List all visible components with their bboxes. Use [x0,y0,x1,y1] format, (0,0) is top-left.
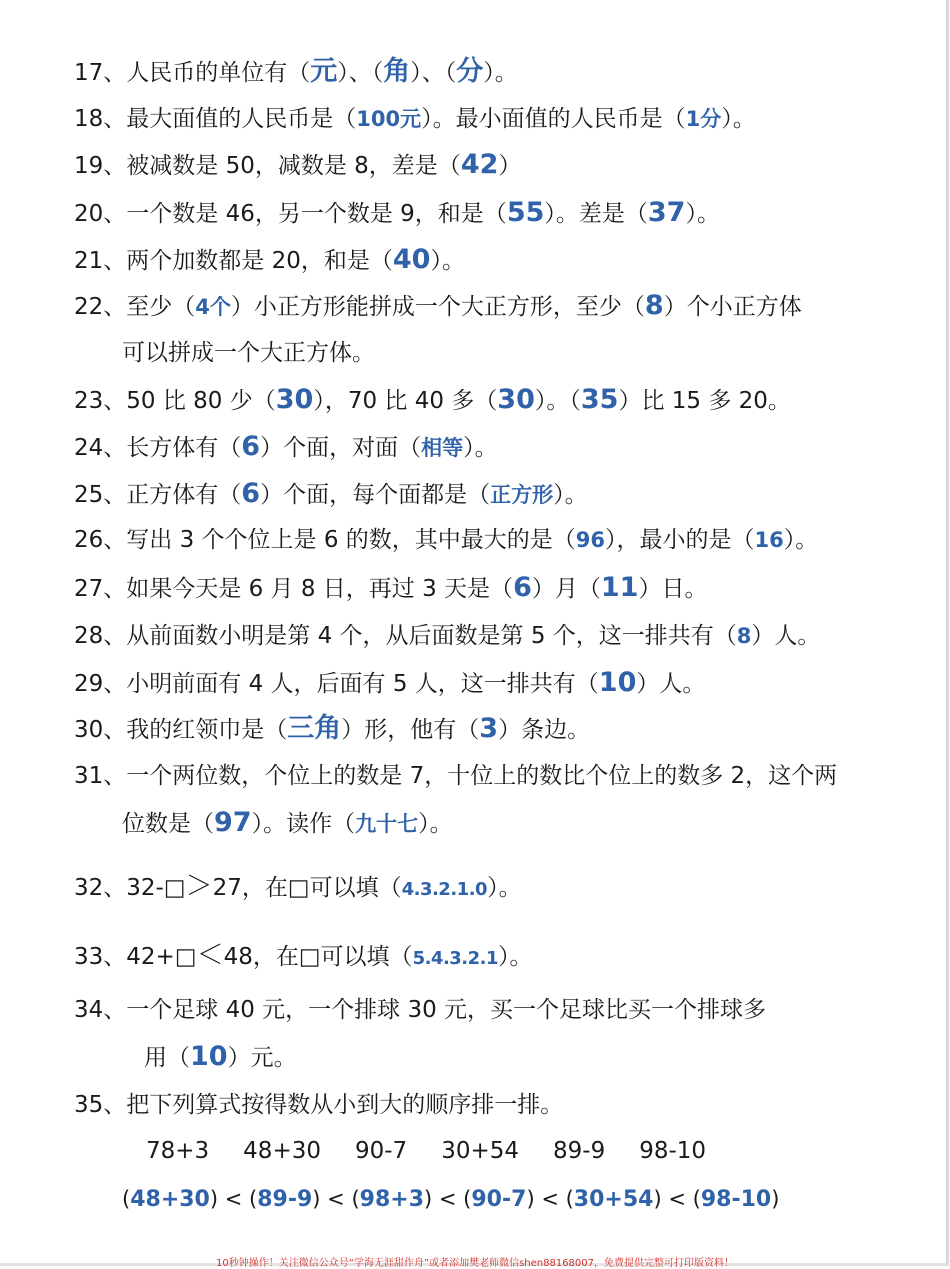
answer: 37 [647,197,686,228]
answer: 5.4.3.2.1 [412,948,499,969]
question-19: 19、被减数是 50，减数是 8，差是（42） [74,149,522,180]
question-35: 35、把下列算式按得数从小到大的顺序排一排。 [74,1092,564,1118]
question-32: 32、32-□＞27，在□可以填（4.3.2.1.0）。 [74,871,522,902]
question-28: 28、从前面数小明是第 4 个，从后面数是第 5 个，这一排共有（8）人。 [74,623,821,649]
answer: 10 [598,667,637,698]
answer: 4个 [195,295,231,319]
answer: 6 [241,431,261,462]
expression: 89-9 [553,1138,606,1164]
question-31: 31、一个两位数，个位上的数是 7，十位上的数比个位上的数多 2，这个两 [74,763,838,789]
question-24: 24、长方体有（6）个面，对面（相等）。 [74,431,498,462]
expression-list [146,1135,740,1167]
expression: 90-7 [354,1138,408,1164]
question-26: 26、写出 3 个个位上是 6 的数，其中最大的是（96），最小的是（16）。 [74,527,819,553]
answer: 4.3.2.1.0 [401,879,488,900]
answer: 角 [383,56,411,87]
answer: 100元 [356,107,422,131]
answer: 3 [479,713,499,744]
question-18: 18、最大面值的人民币是（100元）。最小面值的人民币是（1分）。 [74,106,756,132]
answer: 10 [190,1041,228,1072]
answer: 元 [310,56,338,87]
answer: 89-9 [257,1187,313,1212]
question-17: 17、人民币的单位有（元）、（角）、（分）。 [74,56,518,87]
question-22-cont: 可以拼成一个大正方体。 [122,340,375,366]
footer-note: 10秒钟操作！关注微信公众号“学海无涯甜作舟”或者添加樊老师微信shen88168007，免费提供完整可打印版资料！ [215,1258,735,1269]
question-23: 23、50 比 80 少（30），70 比 40 多（30）。（35）比 15 多 20。 [74,384,791,415]
question-21: 21、两个加数都是 20，和是（40）。 [74,244,465,275]
question-33: 33、42+□＜48，在□可以填（5.4.3.2.1）。 [74,940,533,971]
answer: 98+3 [359,1187,425,1212]
answer: 30 [275,384,314,415]
answer: 30+54 [573,1187,654,1212]
answer: 正方形 [490,483,554,507]
expression: 30+54 [441,1138,519,1164]
answer: 90-7 [471,1187,527,1212]
answer: 30 [497,384,535,415]
expression: 78+3 [146,1138,210,1164]
answer: 40 [392,244,431,275]
answer: 16 [754,528,784,552]
answer: 8 [644,290,664,321]
answer: 96 [575,528,606,552]
answer: 1分 [685,107,722,131]
question-25: 25、正方体有（6）个面，每个面都是（正方形）。 [74,478,588,509]
answer: 42 [460,149,499,180]
question-27: 27、如果今天是 6 月 8 日，再过 3 天是（6）月（11）日。 [74,572,708,603]
answer: 九十七 [355,812,419,836]
answer: 三角 [287,713,342,744]
question-34: 34、一个足球 40 元，一个排球 30 元，买一个足球比买一个排球多 [74,997,767,1023]
answer: 35 [580,384,619,415]
answer: 6 [513,572,532,603]
answer: 55 [506,197,545,228]
answer: 11 [600,572,639,603]
question-30: 30、我的红领巾是（三角）形，他有（3）条边。 [74,713,591,744]
answer: 8 [736,624,752,648]
answer: 6 [241,478,261,509]
answer: 相等 [421,436,464,460]
expression: 48+30 [243,1138,321,1164]
answer: 48+30 [130,1187,210,1212]
question-29: 29、小明前面有 4 人，后面有 5 人，这一排共有（10）人。 [74,667,706,698]
answer: 97 [214,807,252,838]
expression: 98-10 [639,1138,707,1164]
question-22: 22、至少（4个）小正方形能拼成一个大正方形，至少（8）个小正方体 [74,290,802,321]
answer: 分 [456,56,484,87]
ordered-answer: (48+30) < (89-9) < (98+3) < (90-7) < (30+54) < (98-10) [122,1187,780,1212]
question-20: 20、一个数是 46，另一个数是 9，和是（55）。差是（37）。 [74,197,720,228]
answer: 98-10 [700,1187,772,1212]
question-34-cont: 用（10）元。 [144,1041,297,1072]
question-31-cont: 位数是（97）。读作（九十七）。 [122,807,453,838]
